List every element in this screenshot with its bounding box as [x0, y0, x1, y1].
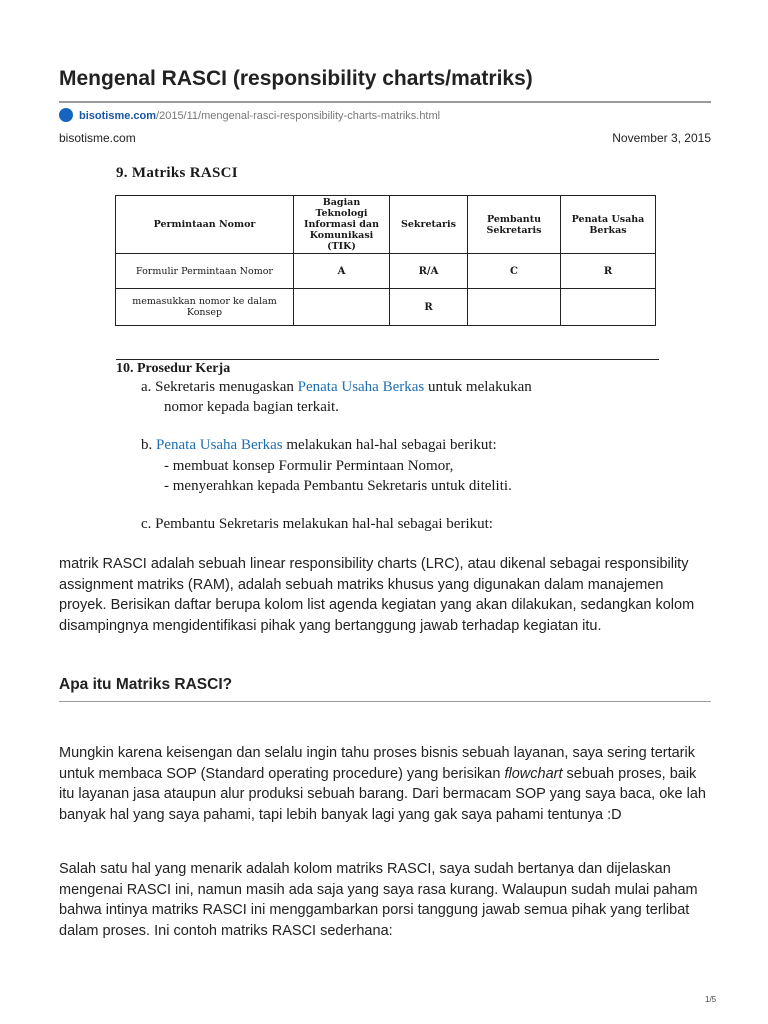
table-cell-task: memasukkan nomor ke dalam Konsep [116, 289, 294, 326]
step-b [141, 435, 497, 455]
paragraph-text: Mungkin karena keisengan dan selalu ingin tahu proses bisnis sebuah layanan, saya sering tertarik untuk membaca SOP (Standard operating procedure) yang berisikan [59, 745, 695, 782]
table-cell: R [561, 254, 656, 289]
section-heading: Apa itu Matriks RASCI? [59, 676, 233, 693]
rasci-table [115, 195, 656, 326]
source-path[interactable]: /2015/11/mengenal-rasci-responsibility-charts-matriks.html [156, 110, 441, 122]
paragraph-italic: flowchart [504, 765, 563, 782]
body-paragraph [59, 743, 711, 825]
table-cell: R/A [390, 254, 468, 289]
publish-date: November 3, 2015 [612, 131, 711, 145]
scanned-document-figure [112, 163, 662, 543]
table-header-row [116, 196, 656, 254]
step-a-continuation: nomor kepada bagian terkait. [164, 399, 339, 415]
table-cell-task: Formulir Permintaan Nomor [116, 254, 294, 289]
step-b-text-end: melakukan hal-hal sebagai berikut: [282, 437, 497, 453]
source-domain[interactable]: bisotisme.com [79, 110, 157, 122]
step-b-link: Penata Usaha Berkas [156, 437, 283, 453]
table-cell: R [390, 289, 468, 326]
step-b-text: b. [141, 437, 156, 453]
title-divider [59, 101, 711, 103]
table-cell: C [468, 254, 561, 289]
table-cell [561, 289, 656, 326]
table-header: Pembantu Sekretaris [468, 196, 561, 254]
step-b-item: - menyerahkan kepada Pembantu Sekretaris untuk diteliti. [164, 478, 512, 494]
step-b-item: - membuat konsep Formulir Permintaan Nomor, [164, 458, 454, 474]
site-name: bisotisme.com [59, 131, 136, 145]
source-url-line[interactable] [59, 108, 440, 122]
section-10-divider [116, 359, 659, 360]
body-paragraph: Salah satu hal yang menarik adalah kolom matriks RASCI, saya sudah bertanya dan dijelaskan mengenai RASCI ini, namun masih ada saja yang saya rasa kurang. Walaupun sudah mulai paham bahwa intinya matriks RASCI ini menggambarkan porsi tanggung jawab semua pihak yang terlibat dalam proses. Ini contoh matriks RASCI sederhana: [59, 861, 698, 939]
paragraph-text-end: sebuah proses, baik itu layanan jasa ataupun alur produksi sebuah barang. Dari bermacam SOP yang saya baca, oke lah banyak hal yang saya pahami, tapi lebih banyak lagi yang gak saya pahami tentunya :D [59, 765, 706, 823]
page-number: 1/5 [705, 995, 717, 1004]
page-title: Mengenal RASCI (responsibility charts/matriks) [59, 67, 533, 90]
table-row [116, 254, 656, 289]
table-header: Sekretaris [390, 196, 468, 254]
table-row [116, 289, 656, 326]
step-a-text: a. Sekretaris menugaskan [141, 379, 298, 395]
step-a [141, 377, 532, 397]
step-a-link: Penata Usaha Berkas [297, 379, 425, 395]
section-heading-divider [59, 701, 711, 702]
section-9-heading: 9. Matriks RASCI [116, 165, 238, 181]
step-c: c. Pembantu Sekretaris melakukan hal-hal sebagai berikut: [141, 516, 493, 532]
table-cell [468, 289, 561, 326]
table-header: Permintaan Nomor [116, 196, 294, 254]
section-10-heading: 10. Prosedur Kerja [116, 361, 231, 376]
source-link-icon [59, 108, 73, 122]
intro-paragraph: matrik RASCI adalah sebuah linear responsibility charts (LRC), atau dikenal sebagai responsibility assignment matriks (RAM), adalah sebuah matriks khusus yang digunakan dalam manajemen proyek. Berisikan daftar berupa kolom list agenda kegiatan yang akan dilakukan, sedangkan kolom disampingnya mengidentifikasi pihak yang bertanggung jawab terhadap kegiatan itu. [59, 556, 695, 634]
table-cell [294, 289, 390, 326]
table-header: Bagian Teknologi Informasi dan Komunikasi (TIK) [294, 196, 390, 254]
table-cell: A [294, 254, 390, 289]
step-a-text-end: untuk melakukan [424, 379, 532, 395]
table-header: Penata Usaha Berkas [561, 196, 656, 254]
